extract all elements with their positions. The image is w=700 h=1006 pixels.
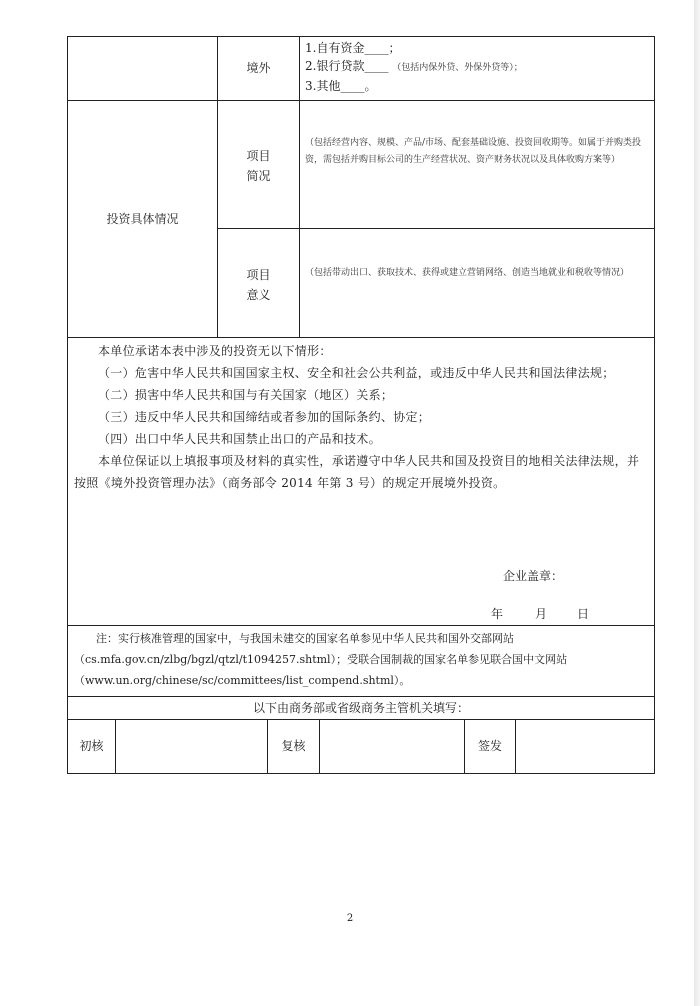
row-divider (67, 100, 655, 101)
funding-item-loan-note: （包括内保外贷、外保外贷等）； (392, 63, 523, 73)
commitment-intro: 本单位承诺本表中涉及的投资无以下情形： (98, 344, 332, 358)
review-second-label: 复核 (281, 739, 306, 753)
project-significance-label-line2: 意义 (246, 288, 271, 302)
commitment-block (74, 340, 650, 494)
column-divider (299, 36, 300, 337)
commitment-item: （二）损害中华人民共和国与有关国家（地区）关系； (98, 388, 394, 402)
project-significance-label (218, 265, 299, 305)
funding-source-list (305, 39, 650, 95)
funding-item-loan (305, 57, 650, 77)
seal-label: 企业盖章： (503, 569, 564, 583)
commitment-item: （三）违反中华人民共和国缔结或者参加的国际条约、协定； (98, 410, 431, 424)
column-divider (115, 719, 116, 773)
commitment-guarantee: 本单位保证以上填报事项及材料的真实性，承诺遵守中华人民共和国及投资目的地相关法律法规，并按照《境外投资管理办法》（商务部令 2014 年第 3 号）的规定开展境外投资。 (74, 454, 640, 490)
date-day: 日 (577, 607, 590, 621)
authority-header: 以下由商务部或省级商务主管机关填写： (252, 701, 469, 715)
table-border-top (67, 36, 655, 37)
table-border-left (67, 36, 68, 774)
overseas-label: 境外 (246, 61, 271, 75)
project-overview-label-line2: 简况 (246, 169, 271, 183)
review-initial-field[interactable] (117, 722, 265, 770)
investment-details-label: 投资具体情况 (106, 212, 179, 226)
footnote: 注：实行核准管理的国家中，与我国未建交的国家名单参见中华人民共和国外交部网站（cs.mfa.gov.cn/zlbg/bgzl/qtzl/t1094257.shtml）；受联合国制裁的国家名单参见联合国中文网站（www.un.org/chinese/sc/committees/list_compend.shtml）。 (74, 632, 568, 687)
form-table (67, 36, 655, 774)
commitment-item: （一）危害中华人民共和国国家主权、安全和社会公共利益，或违反中华人民共和国法律法规； (98, 366, 615, 380)
funding-item-other: 3.其他____。 (305, 79, 377, 93)
row-divider (67, 696, 655, 697)
column-divider (515, 719, 516, 773)
review-sign-field[interactable] (517, 722, 651, 770)
column-divider (319, 719, 320, 773)
row-divider (67, 337, 655, 338)
review-initial-label: 初核 (79, 739, 104, 753)
project-overview-label-line1: 项目 (246, 149, 271, 163)
project-significance-note: （包括带动出口、获取技术、获得或建立营销网络、创造当地就业和税收等情况） (305, 268, 630, 278)
table-border-bottom (67, 773, 655, 774)
funding-item-loan-text: 2.银行贷款____ (305, 59, 389, 73)
project-overview-label (218, 146, 299, 186)
funding-item-own: 1.自有资金____； (305, 41, 401, 55)
project-overview-note: （包括经营内容、规模、产品/市场、配套基础设施、投资回收期等。如属于并购类投资，需包括并购目标公司的生产经营状况、资产财务状况以及具体收购方案等） (305, 138, 642, 165)
date-year: 年 (491, 607, 504, 621)
row-divider (67, 625, 655, 626)
row-divider (67, 719, 655, 720)
row-divider (217, 228, 655, 229)
table-border-right (654, 36, 655, 774)
review-second-field[interactable] (321, 722, 462, 770)
commitment-item: （四）出口中华人民共和国禁止出口的产品和技术。 (98, 432, 381, 446)
page-number: 2 (346, 913, 354, 924)
date-month: 月 (535, 607, 548, 621)
project-significance-label-line1: 项目 (246, 268, 271, 282)
page-edge-shadow (694, 0, 700, 1006)
review-sign-label: 签发 (477, 739, 502, 753)
